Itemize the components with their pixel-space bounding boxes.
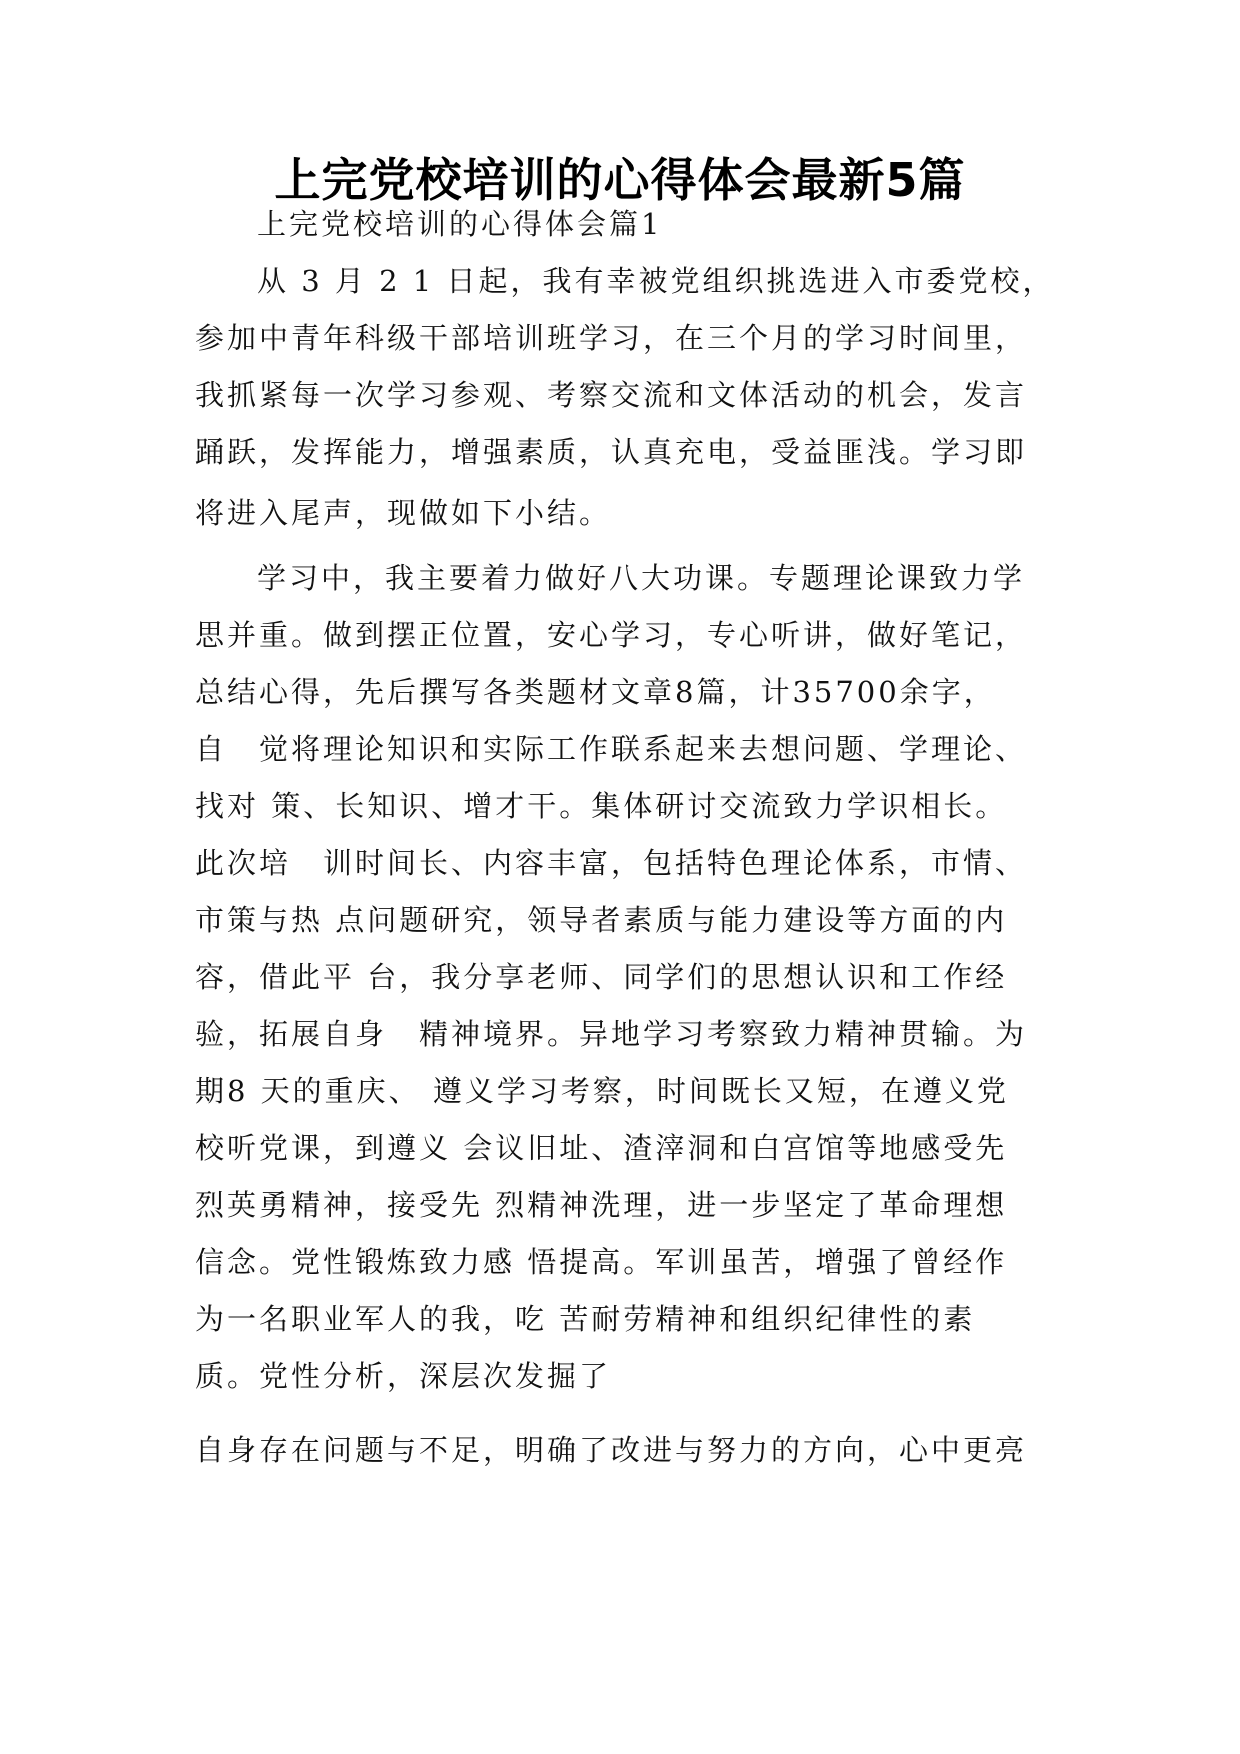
paragraph-line: 此次培 训时间长、内容丰富，包括特色理论体系，市情、 — [195, 846, 1028, 880]
paragraph-line: 校听党课，到遵义 会议旧址、渣滓洞和白宫馆等地感受先 — [195, 1131, 1008, 1165]
paragraph-line: 市策与热 点问题研究，领导者素质与能力建设等方面的内 — [195, 903, 1008, 937]
paragraph-line: 容，借此平 台，我分享老师、同学们的思想认识和工作经 — [195, 960, 1008, 994]
paragraph-line: 期8 天的重庆、 遵义学习考察，时间既长又短，在遵义党 — [195, 1074, 1009, 1108]
paragraph-line: 思并重。做到摆正位置，安心学习，专心听讲，做好笔记， — [195, 618, 1028, 652]
paragraph-line: 将进入尾声，现做如下小结。 — [195, 496, 612, 530]
paragraph-line: 自 觉将理论知识和实际工作联系起来去想问题、学理论、 — [195, 732, 1028, 766]
paragraph-line: 为一名职业军人的我，吃 苦耐劳精神和组织纪律性的素 — [195, 1302, 976, 1336]
paragraph-line: 烈英勇精神，接受先 烈精神洗理，进一步坚定了革命理想 — [195, 1188, 1008, 1222]
paragraph-line: 质。党性分析，深层次发掘了 — [195, 1359, 612, 1393]
paragraph-line: 我抓紧每一次学习参观、考察交流和文体活动的机会，发言 — [195, 378, 1028, 412]
paragraph-line: 自身存在问题与不足，明确了改进与努力的方向，心中更亮 — [195, 1433, 1028, 1467]
paragraph-line: 从 3 月 2 1 日起，我有幸被党组织挑选进入市委党校， — [257, 264, 1055, 298]
document-title: 上完党校培训的心得体会最新5篇 — [274, 153, 966, 207]
paragraph-line: 信念。党性锻炼致力感 悟提高。军训虽苦，增强了曾经作 — [195, 1245, 1008, 1279]
paragraph-line: 找对 策、长知识、增才干。集体研讨交流致力学识相长。 — [195, 789, 1008, 823]
paragraph-line: 验，拓展自身 精神境界。异地学习考察致力精神贯输。为 — [195, 1017, 1028, 1051]
paragraph-line: 参加中青年科级干部培训班学习，在三个月的学习时间里， — [195, 321, 1028, 355]
section-heading: 上完党校培训的心得体会篇1 — [257, 207, 663, 241]
paragraph-line: 踊跃，发挥能力，增强素质，认真充电，受益匪浅。学习即 — [195, 435, 1028, 469]
paragraph-line: 总结心得，先后撰写各类题材文章8篇，计35700余字， — [195, 675, 996, 709]
paragraph-line: 学习中，我主要着力做好八大功课。专题理论课致力学 — [257, 561, 1026, 595]
